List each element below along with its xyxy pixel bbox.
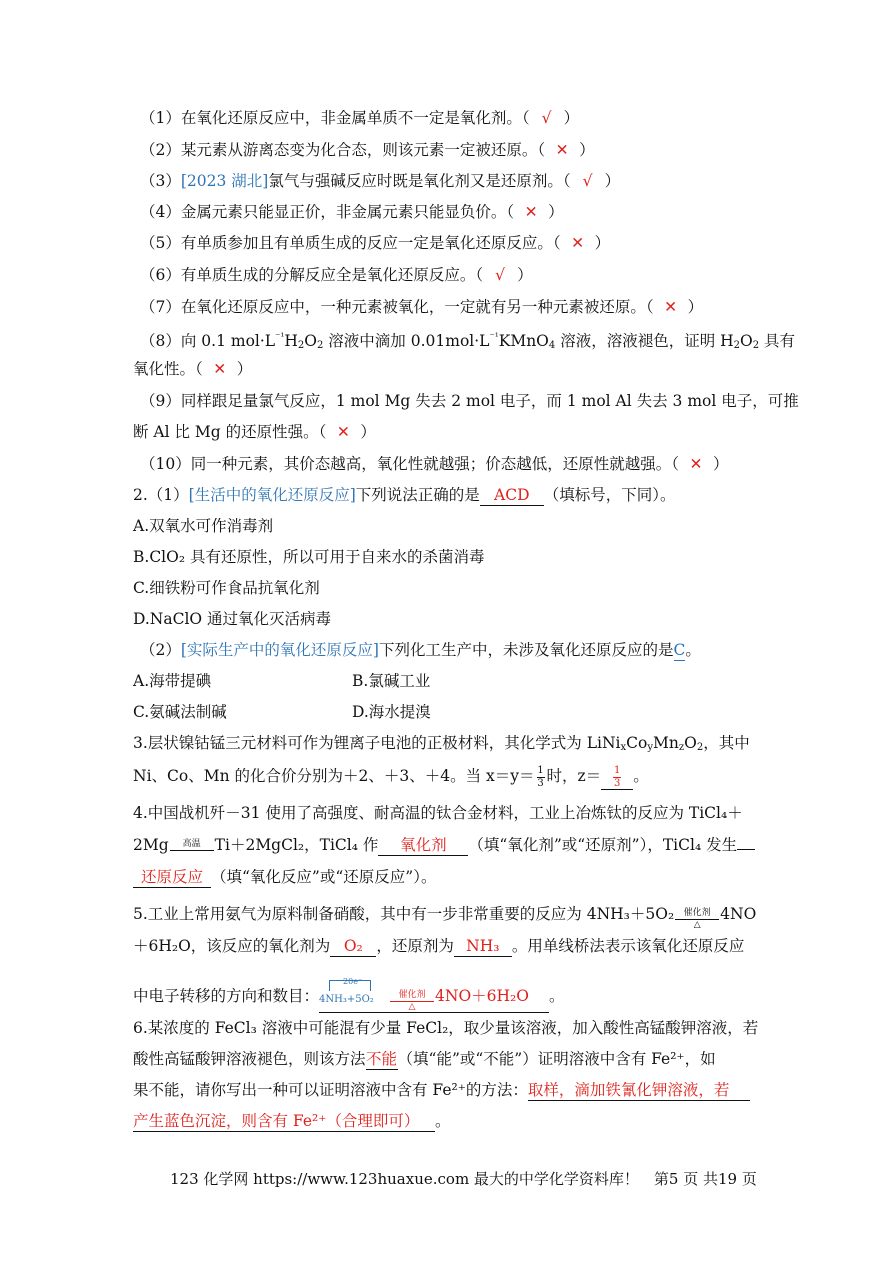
fraction: $\frac{1}{3}$ [537, 764, 544, 789]
q5-line3: 中电子转移的方向和数目： 20e⁻ 4NH₃+5O₂ 催化剂 △ 4NO＋6H₂O 。 [133, 977, 565, 1012]
q6-line4: 产生蓝色沉淀，则含有 Fe²⁺（合理即可） 。 [133, 1112, 451, 1130]
answer-blank: ACD [480, 485, 544, 506]
cross-mark-icon: ✕ [689, 455, 703, 473]
q6-line1: 6.某浓度的 FeCl₃ 溶液中可能混有少量 FeCl₂，取少量该溶液，加入酸性高锰酸钾溶液，若 [133, 1019, 759, 1037]
answer-blank: 不能 [366, 1050, 398, 1068]
source-tag: [生活中的氧化还原反应] [188, 486, 356, 504]
reaction-condition: 高温 [170, 840, 214, 852]
q3-line2: Ni、Co、Mn 的化合价分别为＋2、＋3、＋4。当 x＝y＝ $\frac{1}{3}$ 时，z＝ $\frac{1}{3}$ 。 [133, 764, 649, 789]
q1-3: （3）[2023 湖北]氯气与强碱反应时既是氧化剂又是还原剂。（ √ ） [140, 172, 621, 190]
answer-blank: O₂ [330, 936, 376, 957]
q2-2-option-a: A.海带提碘 [133, 672, 212, 690]
q6-line3: 果不能，请你写出一种可以证明溶液中含有 Fe²⁺的方法：取样，滴加铁氰化钾溶液，若 [133, 1079, 750, 1101]
answer-fraction: $\frac{1}{3}$ [614, 764, 621, 789]
answer-blank: C [673, 641, 686, 659]
answer-blank: 还原反应 [133, 867, 211, 888]
q1-2: （2）某元素从游离态变为化合态，则该元素一定被还原。（ ✕ ） [140, 141, 595, 159]
q2-2-option-c: C.氨碱法制碱 [133, 703, 227, 721]
source-tag: [实际生产中的氧化还原反应] [180, 641, 379, 659]
cross-mark-icon: ✕ [571, 234, 585, 252]
q1-9-line2: 断 Al 比 Mg 的还原性强。（ ✕ ） [133, 423, 376, 441]
q1-4: （4）金属元素只能显正价，非金属元素只能显负价。（ ✕ ） [140, 203, 564, 221]
cross-mark-icon: ✕ [213, 360, 227, 378]
q2-1-stem: 2.（1）[生活中的氧化还原反应]下列说法正确的是 ACD （填标号，下同）。 [133, 486, 676, 504]
answer-blank-start [737, 849, 755, 850]
answer-blank: 取样，滴加铁氰化钾溶液，若 [528, 1080, 750, 1101]
q2-2-option-d: D.海水提溴 [352, 703, 431, 721]
q2-option-b: B.ClO₂ 具有还原性，所以可用于自来水的杀菌消毒 [133, 548, 485, 566]
single-line-bridge: 20e⁻ 4NH₃+5O₂ [319, 977, 374, 1005]
q2-2-stem: （2）[实际生产中的氧化还原反应]下列化工生产中，未涉及氧化还原反应的是C。 [140, 641, 701, 659]
answer-blank: 20e⁻ 4NH₃+5O₂ 催化剂 △ 4NO＋6H₂O [319, 986, 549, 1013]
reaction-condition: 催化剂 △ [675, 909, 719, 930]
reaction-condition: 催化剂 △ [390, 991, 434, 1012]
cross-mark-icon: ✕ [555, 141, 569, 159]
q1-8-line1: （8）向 0.1 $mol\cdot L^{^{-1}}H_2O_2$ 溶液中滴加 $0.01mol\cdot L^{^{-1}}KMnO_4$ 溶液，溶液褪色，证明 $H_2O_2$ 具有 [140, 332, 796, 351]
q4-line2: 2Mg 高温 Ti＋2MgCl₂，TiCl₄ 作 氧化剂 （填“氧化剂”或“还原剂”），TiCl₄ 发生 [133, 834, 755, 856]
cross-mark-icon: ✕ [524, 203, 538, 221]
q1-7: （7）在氧化还原反应中，一种元素被氧化，一定就有另一种元素被还原。（ ✕ ） [140, 298, 704, 316]
answer-blank [601, 766, 633, 790]
cross-mark-icon: ✕ [664, 298, 678, 316]
q4-line3: 还原反应 （填“氧化反应”或“还原反应”）。 [133, 866, 436, 888]
page-footer: 123 化学网 https://www.123huaxue.com 最大的中学化学资料库！ 第5 页 共19 页 [170, 1170, 757, 1188]
q1-8-line2: 氧化性。（ ✕ ） [133, 360, 253, 378]
check-mark-icon: √ [541, 109, 552, 127]
q2-option-c: C.细铁粉可作食品抗氧化剂 [133, 579, 320, 597]
q3-line1: 3.层状镍钴锰三元材料可作为锂离子电池的正极材料，其化学式为 $LiNi_xCo_yMn_zO_2$，其中 [133, 734, 750, 753]
check-mark-icon: √ [495, 266, 506, 284]
answer-blank: 氧化剂 [378, 835, 468, 856]
q1-5: （5）有单质参加且有单质生成的反应一定是氧化还原反应。（ ✕ ） [140, 234, 611, 252]
q1-1: （1）在氧化还原反应中，非金属单质不一定是氧化剂。（ √ ） [140, 109, 580, 127]
q6-line2: 酸性高锰酸钾溶液褪色，则该方法不能（填“能”或“不能”）证明溶液中含有 Fe²⁺，如 [133, 1050, 716, 1068]
q1-9-line1: （9）同样跟足量氯气反应，1 mol Mg 失去 2 mol 电子，而 1 mol Al 失去 3 mol 电子，可推 [140, 392, 799, 410]
q2-2-option-b: B.氯碱工业 [352, 672, 431, 690]
q2-option-a: A.双氧水可作消毒剂 [133, 517, 274, 535]
q4-line1: 4.中国战机歼－31 使用了高强度、耐高温的钛合金材料，工业上冶炼钛的反应为 TiCl₄＋ [133, 804, 743, 822]
check-mark-icon: √ [582, 172, 593, 190]
answer-blank: 产生蓝色沉淀，则含有 Fe²⁺（合理即可） [133, 1111, 435, 1132]
answer-blank: NH₃ [454, 936, 512, 957]
q1-6: （6）有单质生成的分解反应全是氧化还原反应。（ √ ） [140, 266, 533, 284]
q5-line2: ＋6H₂O，该反应的氧化剂为 O₂ ，还原剂为 NH₃ 。用单线桥法表示该氧化还原反应 [133, 937, 745, 955]
q5-line1: 5.工业上常用氨气为原料制备硝酸，其中有一步非常重要的反应为 4NH₃＋5O₂ 催化剂 △ 4NO [133, 905, 757, 930]
cross-mark-icon: ✕ [336, 423, 350, 441]
source-tag: [2023 湖北] [180, 172, 269, 190]
q1-10: （10）同一种元素，其价态越高，氧化性就越强；价态越低，还原性就越强。（ ✕ ） [140, 455, 729, 473]
q2-option-d: D.NaClO 通过氧化灭活病毒 [133, 610, 332, 628]
